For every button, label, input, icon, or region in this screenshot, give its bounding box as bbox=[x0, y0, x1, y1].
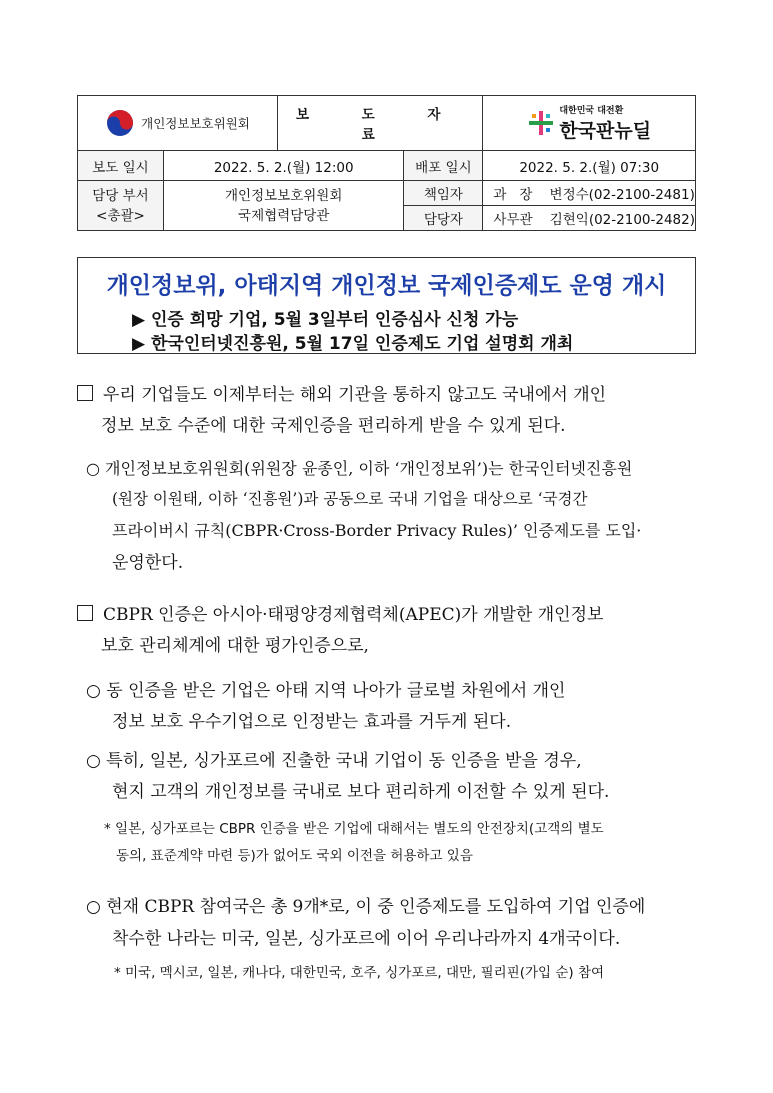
resp-cell bbox=[483, 181, 696, 206]
dept-label-cell bbox=[78, 181, 164, 231]
para-5-line-1: ○ 특히, 일본, 싱가포르에 진출한 국내 기업이 동 인증을 받을 경우, bbox=[86, 751, 582, 771]
doc-title: 보 도 자 료 bbox=[278, 96, 483, 151]
staff-contact: 김현익(02-2100-2482) bbox=[549, 212, 695, 228]
para-6-line-2: 착수한 나라는 미국, 일본, 싱가포르에 이어 우리나라까지 4개국이다. bbox=[112, 929, 621, 949]
para-2-line-4: 운영한다. bbox=[112, 553, 184, 573]
para-4-line-1: ○ 동 인증을 받은 기업은 아태 지역 나아가 글로벌 차원에서 개인 bbox=[86, 681, 566, 701]
para-5-line-2: 현지 고객의 개인정보를 국내로 보다 편리하게 이전할 수 있게 된다. bbox=[112, 782, 610, 802]
brand-logo-cell bbox=[483, 96, 696, 151]
para-6-line-1: ○ 현재 CBPR 참여국은 총 9개*로, 이 중 인증제도를 도입하여 기업 인증에 bbox=[86, 897, 646, 917]
note-2-line-1: * 미국, 멕시코, 일본, 캐나다, 대한민국, 호주, 싱가포르, 대만, 필리핀(가입 순) 참여 bbox=[114, 965, 605, 981]
staff-label: 담당자 bbox=[404, 206, 483, 231]
header-table bbox=[77, 95, 696, 231]
headline-title: 개인정보위, 아태지역 개인정보 국제인증제도 운영 개시 bbox=[106, 273, 667, 299]
report-date-label: 보도 일시 bbox=[78, 151, 164, 181]
checkbox-square-icon-2 bbox=[77, 605, 93, 621]
resp-label: 책임자 bbox=[404, 181, 483, 206]
para-1-text-1: 우리 기업들도 이제부터는 해외 기관을 통하지 않고도 국내에서 개인 bbox=[103, 385, 607, 405]
headline-sub-2: ▶ 한국인터넷진흥원, 5월 17일 인증제도 기업 설명회 개최 bbox=[132, 334, 574, 354]
brand-main: 한국판뉴딜 bbox=[559, 120, 652, 142]
dept-cell bbox=[164, 181, 404, 231]
para-1-line-2: 정보 보호 수준에 대한 국제인증을 편리하게 받을 수 있게 된다. bbox=[101, 416, 566, 436]
org-logo-cell bbox=[78, 96, 278, 151]
para-2-line-2: (원장 이원태, 이하 ‘진흥원’)과 공동으로 국내 기업을 대상으로 ‘국경간 bbox=[112, 490, 588, 508]
headline-sub-1: ▶ 인증 희망 기업, 5월 3일부터 인증심사 신청 가능 bbox=[132, 310, 519, 330]
staff-cell bbox=[483, 206, 696, 231]
para-3-line-2: 보호 관리체계에 대한 평가인증으로, bbox=[101, 636, 369, 656]
note-1-line-1: * 일본, 싱가포르는 CBPR 인증을 받은 기업에 대해서는 별도의 안전장치(고객의 별도 bbox=[104, 821, 604, 837]
checkbox-square-icon bbox=[77, 385, 93, 401]
pipc-emblem-icon bbox=[105, 108, 135, 138]
para-1-line-1 bbox=[77, 380, 606, 410]
dist-date: 2022. 5. 2.(월) 07:30 bbox=[483, 151, 696, 181]
para-2-line-1: ○ 개인정보보호위원회(위원장 윤종인, 이하 ‘개인정보위’)는 한국인터넷진흥원 bbox=[86, 459, 633, 478]
para-3-text-1: CBPR 인증은 아시아·태평양경제협력체(APEC)가 개발한 개인정보 bbox=[103, 605, 604, 625]
para-4-line-2: 정보 보호 우수기업으로 인정받는 효과를 거두게 된다. bbox=[112, 712, 512, 732]
org-name: 개인정보보호위원회 bbox=[141, 116, 250, 131]
resp-title: 과 장 bbox=[493, 187, 533, 203]
staff-title: 사무관 bbox=[493, 212, 533, 228]
para-3-line-1 bbox=[77, 600, 603, 630]
note-1-line-2: 동의, 표준계약 마련 등)가 없어도 국외 이전을 허용하고 있음 bbox=[116, 848, 473, 864]
dept-label: 담당 부서 bbox=[92, 187, 149, 204]
headline-banner bbox=[77, 257, 696, 354]
dist-date-label: 배포 일시 bbox=[404, 151, 483, 181]
newdeal-logo-icon bbox=[527, 109, 555, 137]
para-2-line-3: 프라이버시 규칙(CBPR·Cross-Border Privacy Rules)’ 인증제도를 도입· bbox=[112, 521, 642, 540]
brand-top: 대한민국 대전환 bbox=[559, 106, 624, 116]
report-date: 2022. 5. 2.(월) 12:00 bbox=[164, 151, 404, 181]
dept-label-2: <총괄> bbox=[96, 207, 145, 224]
resp-contact: 변정수(02-2100-2481) bbox=[549, 187, 695, 203]
dept-line-2: 국제협력담당관 bbox=[238, 207, 330, 224]
dept-line-1: 개인정보보호위원회 bbox=[225, 187, 343, 204]
